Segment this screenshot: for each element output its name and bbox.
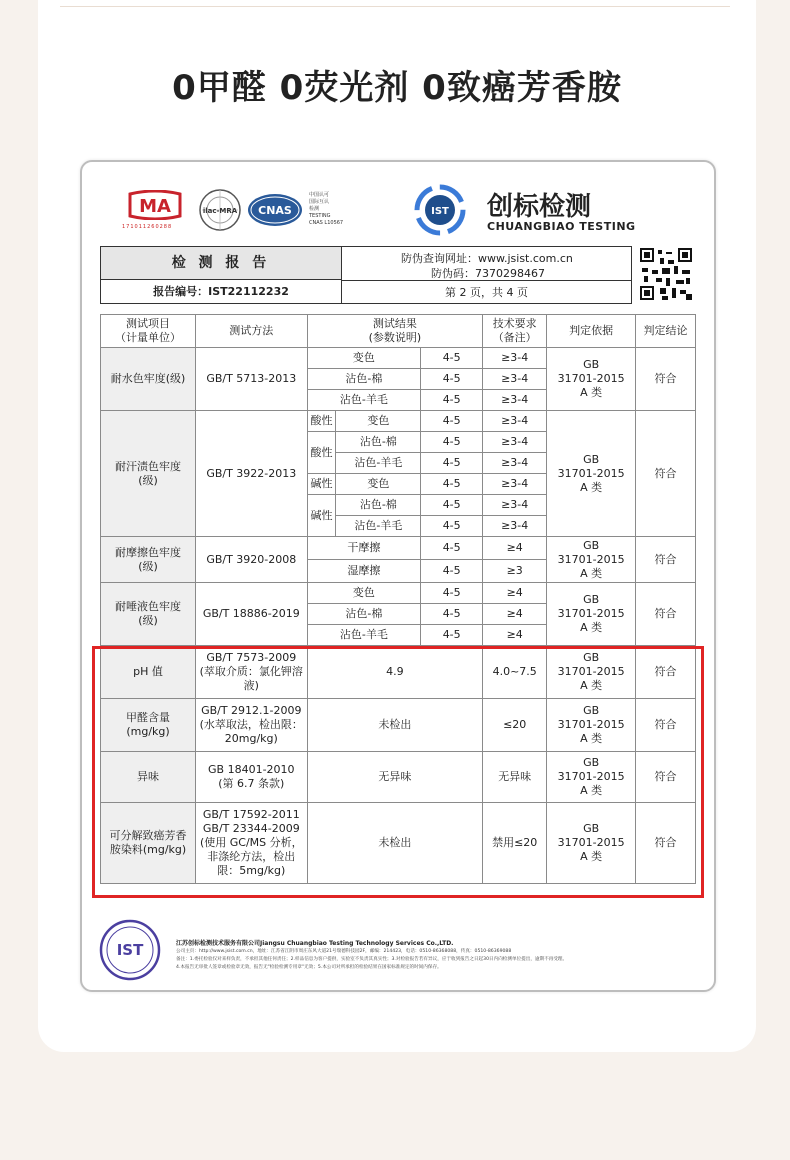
sub-label: 沾色-棉 <box>336 432 421 453</box>
req-cell: ≥4 <box>483 583 547 604</box>
item-cell: 异味 <box>101 752 196 803</box>
conclusion-cell: 符合 <box>636 646 696 699</box>
report-number: 报告编号：IST22112232 <box>101 280 342 303</box>
text-line: 国际互认 <box>309 199 330 205</box>
value-cell: 4-5 <box>421 516 483 537</box>
basis-cell: GB 31701-2015 A 类 <box>547 537 636 583</box>
req-cell: ≥3-4 <box>483 369 547 390</box>
method-cell: GB/T 3922-2013 <box>196 411 308 537</box>
item-cell: 耐汗渍色牢度 (级) <box>101 411 196 537</box>
highlight-frame <box>92 646 704 898</box>
method-cell: GB 18401-2010 (第 6.7 条款) <box>196 752 308 803</box>
req-cell: ≥3-4 <box>483 411 547 432</box>
item-cell: 可分解致癌芳香 胺染料(mg/kg) <box>101 803 196 884</box>
header-basis: 判定依据 <box>547 315 636 348</box>
report-header-box <box>100 246 632 304</box>
value-cell: 4-5 <box>421 411 483 432</box>
result-cell: 未检出 <box>307 803 483 884</box>
basis-cell: GB 31701-2015 A 类 <box>547 752 636 803</box>
cnas-caption <box>309 192 343 227</box>
value-cell: 4-5 <box>421 537 483 560</box>
req-cell: ≤20 <box>483 699 547 752</box>
ist-seal-icon <box>98 918 162 982</box>
sub-label: 沾色-羊毛 <box>336 516 421 537</box>
cma-number: 171011260288 <box>122 224 173 230</box>
text-line: CNAS L10567 <box>309 220 344 226</box>
table-header-row <box>101 315 696 348</box>
conclusion-cell: 符合 <box>636 752 696 803</box>
req-cell: ≥3-4 <box>483 453 547 474</box>
text-line: TESTING <box>309 213 331 219</box>
ilac-mra-logo-icon <box>198 188 242 232</box>
value-cell: 4-5 <box>421 495 483 516</box>
method-cell: GB/T 7573-2009 (萃取介质：氯化钾溶 液) <box>196 646 308 699</box>
req-cell: ≥3 <box>483 560 547 583</box>
anti-fake-site: 防伪查询网址：www.jsist.com.cn <box>401 252 573 265</box>
sub-label: 变色 <box>336 411 421 432</box>
basis-cell: GB 31701-2015 A 类 <box>547 699 636 752</box>
cma-logo-icon <box>124 190 186 220</box>
basis-cell: GB 31701-2015 A 类 <box>547 411 636 537</box>
req-cell: ≥3-4 <box>483 516 547 537</box>
method-cell: GB/T 17592-2011 GB/T 23344-2009 (使用 GC/MS 分析， 非涤纶方法，检出 限：5mg/kg) <box>196 803 308 884</box>
acid-label: 酸性 <box>307 432 336 474</box>
text-line: 公司主页：http://www.jsist.com.cn，地址：江苏省江阴市周庄东风大道21号瑞德科技园2F，邮编：214423，电话：0510-86368088，传真：0510-86369088 <box>176 949 512 954</box>
method-cell: GB/T 2912.1-2009 (水萃取法，检出限： 20mg/kg) <box>196 699 308 752</box>
value-cell: 4-5 <box>421 453 483 474</box>
acid-label: 酸性 <box>307 411 336 432</box>
conclusion-cell: 符合 <box>636 803 696 884</box>
result-cell: 无异味 <box>307 752 483 803</box>
value-cell: 4-5 <box>421 604 483 625</box>
alkali-label: 碱性 <box>307 474 336 495</box>
footer-notes <box>176 948 567 972</box>
basis-cell: GB 31701-2015 A 类 <box>547 348 636 411</box>
req-cell: ≥3-4 <box>483 495 547 516</box>
item-cell: 耐水色牢度(级) <box>101 348 196 411</box>
table-row <box>101 583 696 604</box>
sub-label: 沾色-棉 <box>307 369 421 390</box>
conclusion-cell: 符合 <box>636 583 696 646</box>
req-cell: ≥3-4 <box>483 432 547 453</box>
sub-label: 沾色-羊毛 <box>307 390 421 411</box>
table-row <box>101 348 696 369</box>
text-line: 检测 <box>309 206 320 212</box>
item-cell: pH 值 <box>101 646 196 699</box>
page-headline: 0甲醛 0荧光剂 0致癌芳香胺 <box>172 68 622 108</box>
value-cell: 4-5 <box>421 474 483 495</box>
item-cell: 耐唾液色牢度 (级) <box>101 583 196 646</box>
sub-label: 湿摩擦 <box>307 560 421 583</box>
result-cell: 4.9 <box>307 646 483 699</box>
cma-logo-text: MA <box>139 196 171 217</box>
conclusion-cell: 符合 <box>636 699 696 752</box>
value-cell: 4-5 <box>421 625 483 646</box>
ist-logo-icon <box>414 184 466 236</box>
req-cell: 禁用≤20 <box>483 803 547 884</box>
company-name: 江苏创标检测技术服务有限公司Jiangsu Chuangbiao Testing Technology Services Co.,LTD. <box>176 940 454 947</box>
item-cell: 耐摩擦色牢度 (级) <box>101 537 196 583</box>
top-divider <box>60 6 730 7</box>
ilac-logo-text: ilac-MRA <box>202 207 238 215</box>
brand-name-english: CHUANGBIAO TESTING <box>487 220 636 233</box>
conclusion-cell: 符合 <box>636 537 696 583</box>
item-cell: 甲醛含量 (mg/kg) <box>101 699 196 752</box>
sub-label: 沾色-棉 <box>336 495 421 516</box>
table-row <box>101 537 696 560</box>
req-cell: ≥4 <box>483 604 547 625</box>
text-line: 中国认可 <box>309 192 330 198</box>
anti-fake-code: 防伪码：7370298467 <box>431 267 545 280</box>
basis-cell: GB 31701-2015 A 类 <box>547 583 636 646</box>
value-cell: 4-5 <box>421 390 483 411</box>
header-conclusion: 判定结论 <box>636 315 696 348</box>
req-cell: 无异味 <box>483 752 547 803</box>
sub-label: 干摩擦 <box>307 537 421 560</box>
value-cell: 4-5 <box>421 348 483 369</box>
method-cell: GB/T 5713-2013 <box>196 348 308 411</box>
ist-logo-text: IST <box>431 206 449 217</box>
basis-cell: GB 31701-2015 A 类 <box>547 803 636 884</box>
value-cell: 4-5 <box>421 583 483 604</box>
qr-code-icon <box>638 246 694 302</box>
alkali-label: 碱性 <box>307 495 336 537</box>
sub-label: 沾色-羊毛 <box>307 625 421 646</box>
req-cell: 4.0~7.5 <box>483 646 547 699</box>
text-line: 4.本报告无审批人签章或检验章无效，报告无"检验检测专用章"无效；5.本公司对所承担的检验结果在国家标准规定的时间内保存。 <box>176 965 442 970</box>
sub-label: 沾色-棉 <box>307 604 421 625</box>
conclusion-cell: 符合 <box>636 348 696 411</box>
req-cell: ≥3-4 <box>483 390 547 411</box>
basis-cell: GB 31701-2015 A 类 <box>547 646 636 699</box>
method-cell: GB/T 3920-2008 <box>196 537 308 583</box>
header-method: 测试方法 <box>196 315 308 348</box>
result-cell: 未检出 <box>307 699 483 752</box>
sub-label: 沾色-羊毛 <box>336 453 421 474</box>
sub-label: 变色 <box>307 583 421 604</box>
seal-text: IST <box>116 941 144 959</box>
brand-name: 创标检测 <box>487 192 592 222</box>
sub-label: 变色 <box>307 348 421 369</box>
req-cell: ≥3-4 <box>483 474 547 495</box>
header-requirement: 技术要求 （备注） <box>483 315 547 348</box>
req-cell: ≥3-4 <box>483 348 547 369</box>
req-cell: ≥4 <box>483 537 547 560</box>
sub-label: 变色 <box>336 474 421 495</box>
header-item: 测试项目 （计量单位） <box>101 315 196 348</box>
req-cell: ≥4 <box>483 625 547 646</box>
conclusion-cell: 符合 <box>636 411 696 537</box>
report-title: 检 测 报 告 <box>101 247 342 280</box>
page-indicator: 第 2 页，共 4 页 <box>342 280 631 304</box>
value-cell: 4-5 <box>421 432 483 453</box>
value-cell: 4-5 <box>421 369 483 390</box>
table-row <box>101 411 696 432</box>
cnas-logo-text: CNAS <box>258 204 292 217</box>
cnas-logo-icon <box>246 192 304 228</box>
text-line: 备注：1.委托检验仅对来样负责，不承担其他任何责任；2.样品信息为客户提供，实验室不负责其真实性；3.对检验报告若有异议，应于收到报告之日起30日内向检测单位提出，逾期不再受理。 <box>176 957 568 962</box>
header-result: 测试结果 (参数说明) <box>307 315 483 348</box>
method-cell: GB/T 18886-2019 <box>196 583 308 646</box>
value-cell: 4-5 <box>421 560 483 583</box>
